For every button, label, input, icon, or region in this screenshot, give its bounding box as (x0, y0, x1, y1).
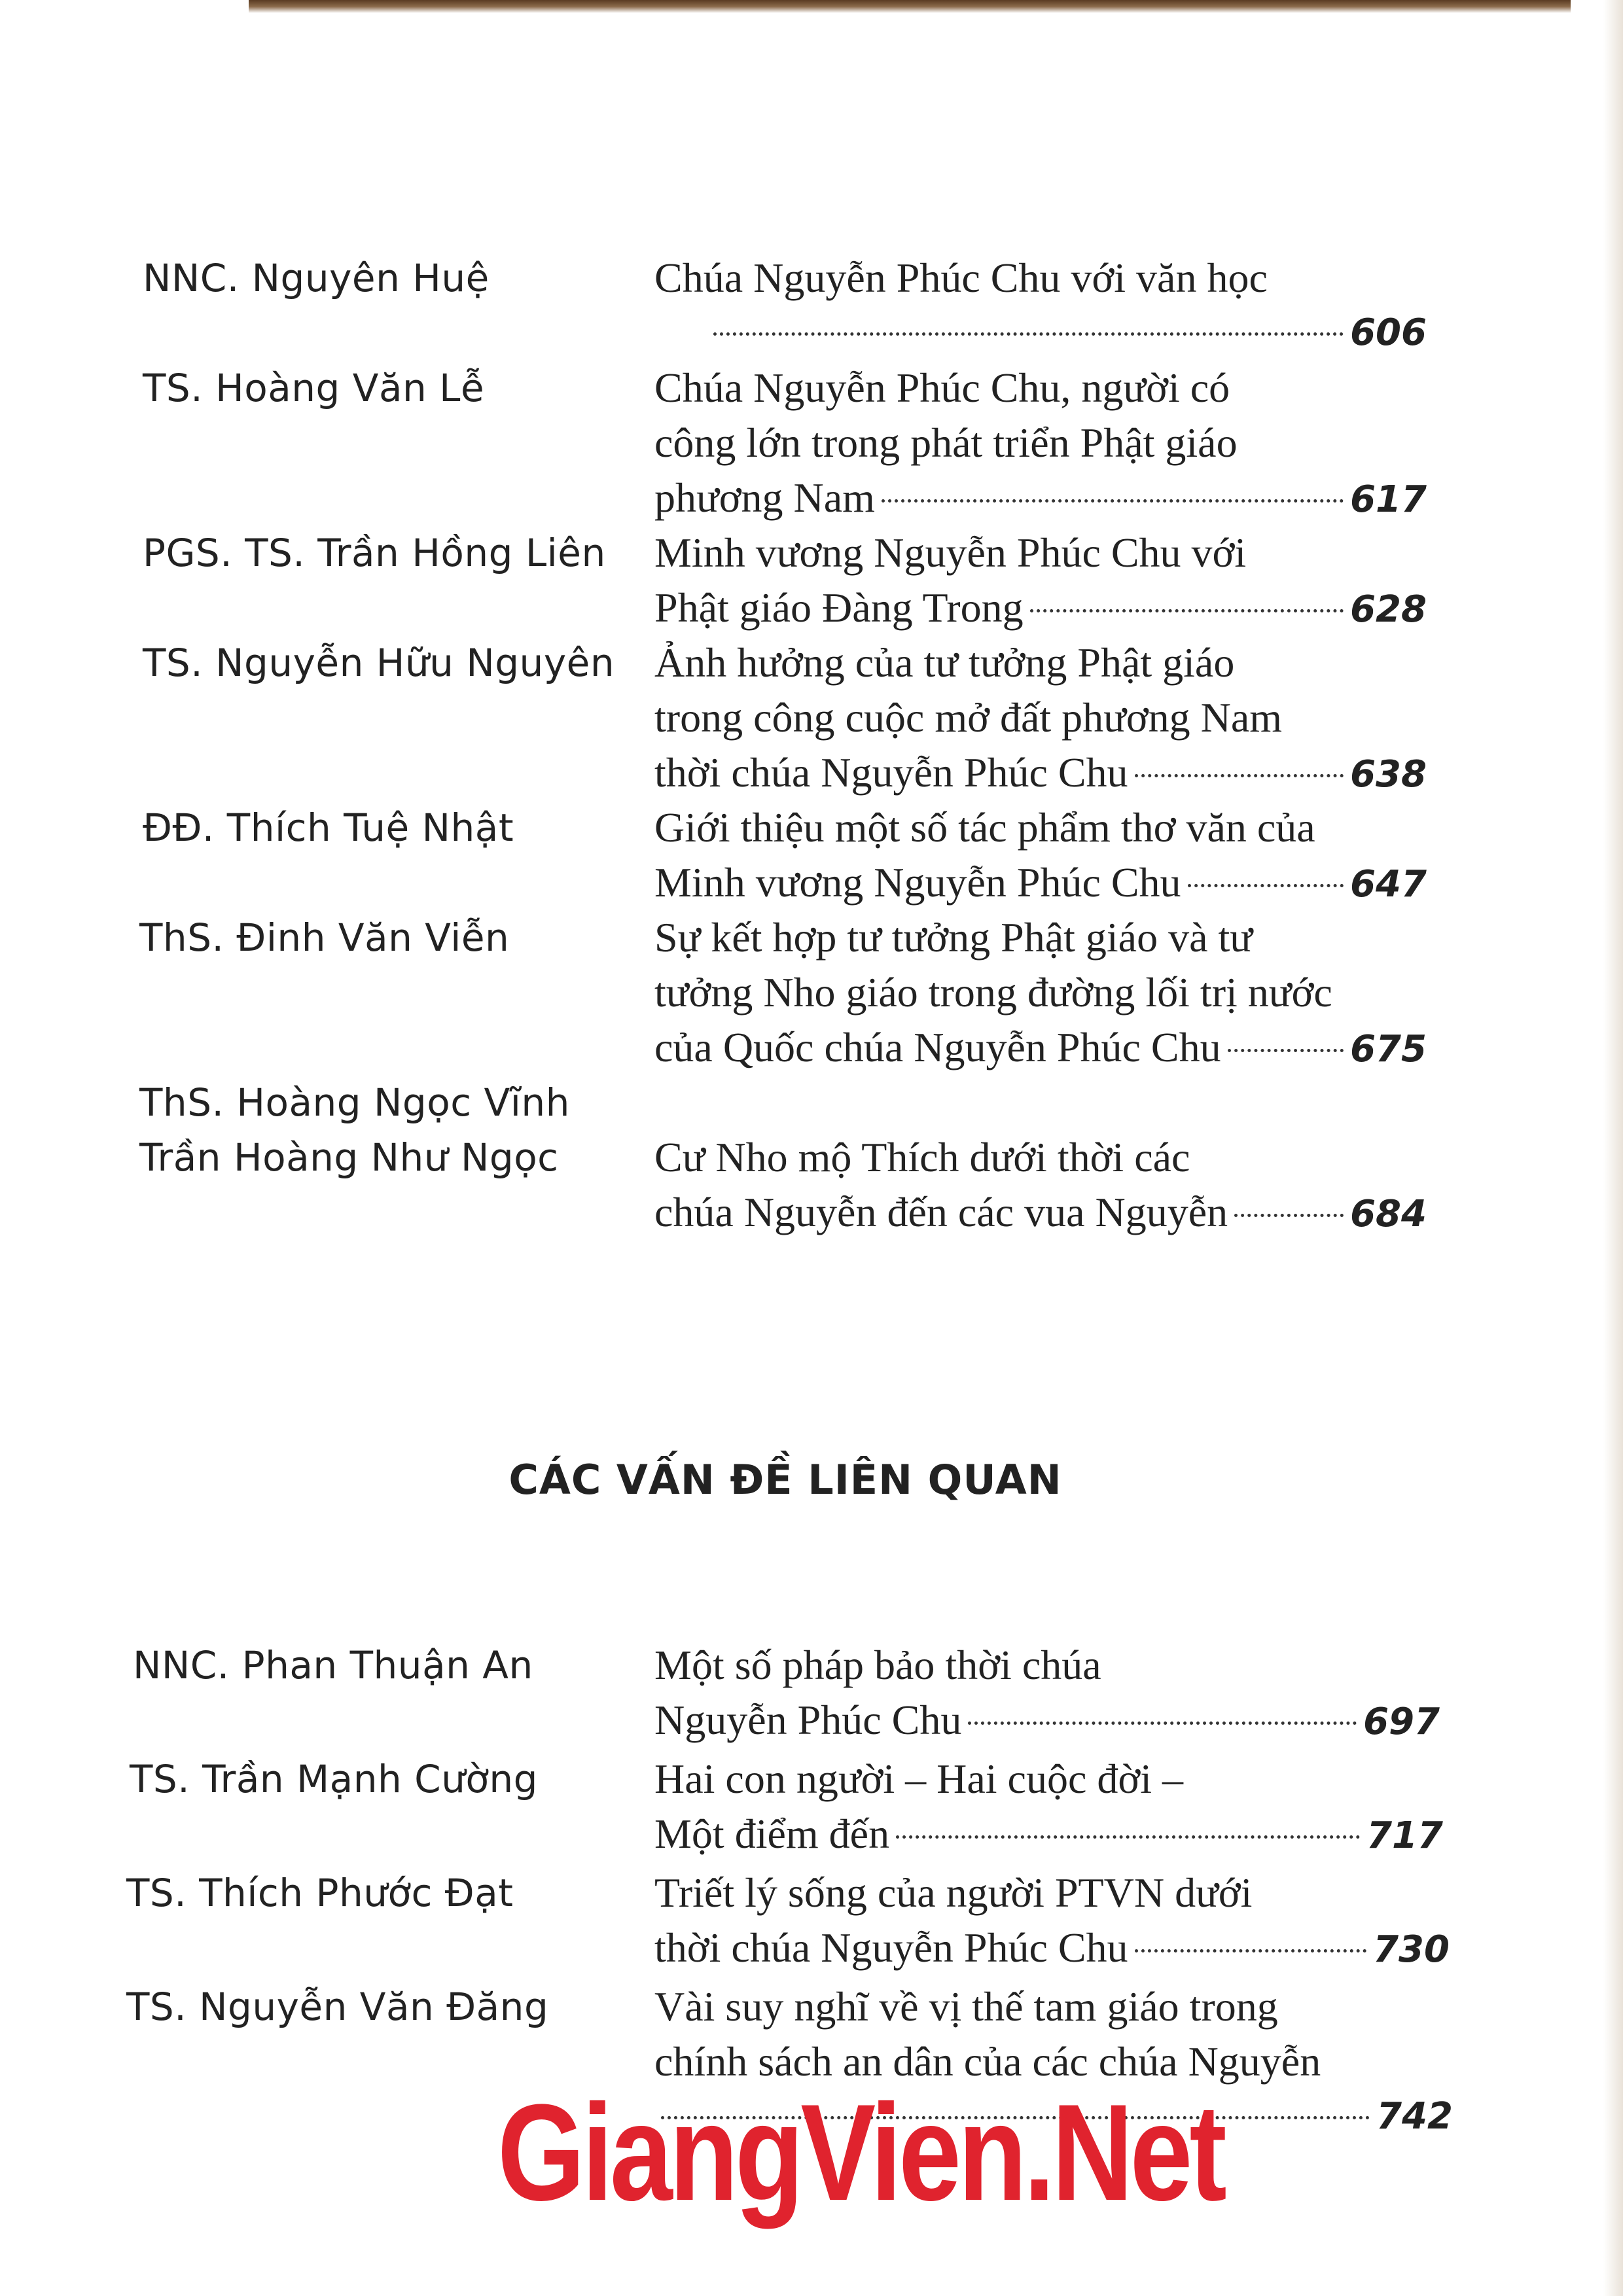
entry-title: Cư Nho mộ Thích dưới thời các chúa Nguyễn đến các vua Nguyễn 684 (654, 1130, 1427, 1242)
entry-author: PGS. TS. Trần Hồng Liên (143, 531, 606, 575)
entry-author: NNC. Phan Thuận An (133, 1643, 533, 1687)
entry-title: Vài suy nghĩ về vị thế tam giáo trong chính sách an dân của các chúa Nguyễn 742 (654, 1979, 1453, 2144)
watermark: GiangVien.Net (497, 2075, 1224, 2229)
entry-title: Sự kết hợp tư tưởng Phật giáo và tư tưởng Nho giáo trong đường lối trị nước của Quốc chúa Nguyễn Phúc Chu 675 (654, 910, 1427, 1077)
entry-author: ThS. Hoàng Ngọc Vĩnh Trần Hoàng Như Ngọc (139, 1080, 570, 1180)
entry-author: TS. Nguyễn Hữu Nguyên (143, 641, 615, 685)
page-number: 638 (1350, 753, 1427, 796)
entry-title: Giới thiệu một số tác phẩm thơ văn của Minh vương Nguyễn Phúc Chu 647 (654, 800, 1427, 912)
page-number: 742 (1376, 2095, 1453, 2138)
entry-title: Một số pháp bảo thời chúa Nguyễn Phúc Chu 697 (654, 1638, 1440, 1750)
entry-title: Triết lý sống của người PTVN dưới thời chúa Nguyễn Phúc Chu 730 (654, 1865, 1450, 1977)
entry-author: NNC. Nguyên Huệ (143, 256, 490, 300)
page-edge-shadow (1603, 0, 1623, 2296)
section-heading: CÁC VẤN ĐỀ LIÊN QUAN (508, 1456, 1062, 1504)
entry-title: Minh vương Nguyễn Phúc Chu với Phật giáo Đàng Trong 628 (654, 525, 1427, 637)
page-number: 617 (1350, 478, 1427, 521)
entry-author: ThS. Đinh Văn Viễn (139, 915, 510, 960)
page-number: 628 (1350, 588, 1427, 631)
entry-title: Ảnh hưởng của tư tưởng Phật giáo trong công cuộc mở đất phương Nam thời chúa Nguyễn Phúc Chu 638 (654, 635, 1427, 802)
entry-author: TS. Hoàng Văn Lễ (143, 366, 485, 410)
entry-title: Chúa Nguyễn Phúc Chu, người có công lớn trong phát triển Phật giáo phương Nam 617 (654, 361, 1427, 527)
book-edge-shadow (249, 0, 1571, 13)
entry-author: TS. Nguyễn Văn Đăng (126, 1985, 549, 2029)
page-number: 647 (1350, 863, 1427, 906)
entry-title: Chúa Nguyễn Phúc Chu với văn học 606 (654, 251, 1427, 361)
page-number: 675 (1350, 1028, 1427, 1070)
page-number: 717 (1366, 1814, 1443, 1857)
entry-title: Hai con người – Hai cuộc đời – Một điểm đến 717 (654, 1752, 1443, 1863)
page-number: 684 (1350, 1193, 1427, 1235)
entry-author: ĐĐ. Thích Tuệ Nhật (143, 805, 514, 850)
page-number: 730 (1373, 1928, 1450, 1971)
entry-author: TS. Trần Mạnh Cường (130, 1757, 538, 1801)
entry-author: TS. Thích Phước Đạt (126, 1871, 514, 1915)
page-number: 697 (1363, 1701, 1440, 1743)
page-number: 606 (1350, 311, 1427, 354)
